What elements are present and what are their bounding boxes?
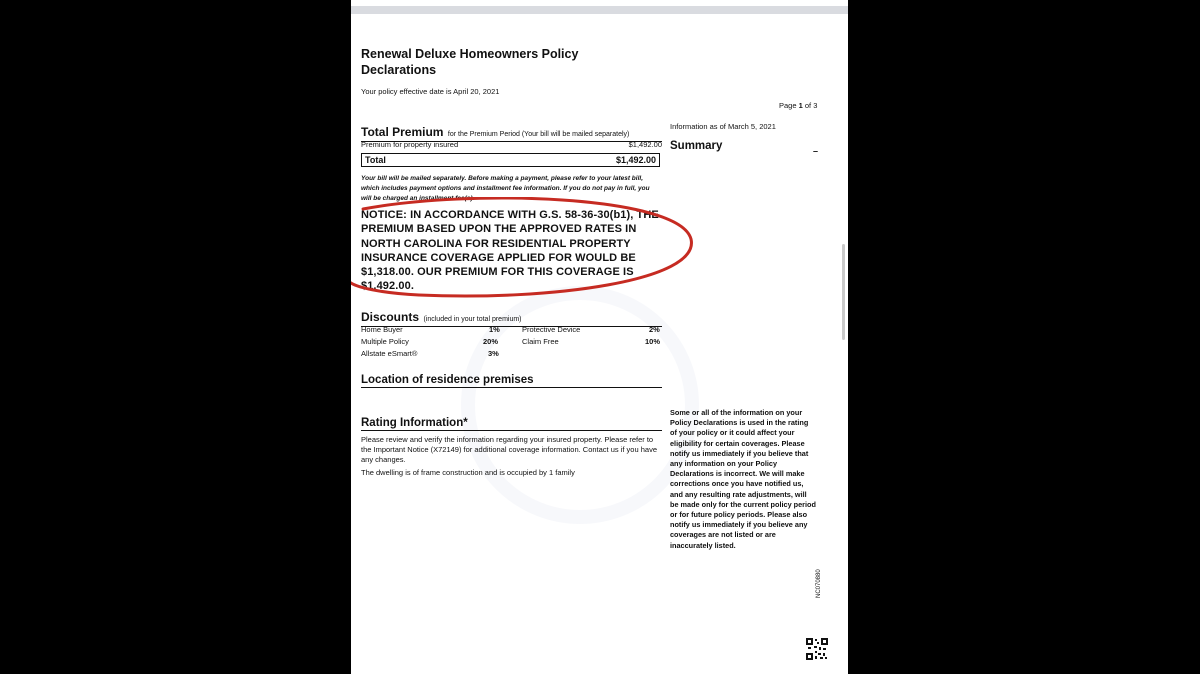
discounts-subtitle: (included in your total premium) [423, 316, 522, 323]
page-title [361, 46, 578, 78]
form-code: NC070880 [816, 569, 822, 598]
total-row [361, 153, 660, 167]
premium-row [361, 140, 662, 150]
discount-value: 10% [645, 337, 661, 346]
dwelling-text: The dwelling is of frame construction and is occupied by 1 family [361, 468, 575, 477]
document-viewer[interactable] [351, 0, 848, 674]
premium-row-value: $1,492.00 [628, 140, 662, 149]
sidebar-notice: Some or all of the information on your Policy Declarations is used in the rating of your policy or it could affect your eligibility for certain coverages. Please notify us immediately if you believe that any information on your Policy Declarations is incorrect. We will make corrections once you have notified us, and any resulting rate adjustments, will be made only for the current policy period or for future policy periods. Please also notify us immediately if you believe any coverages are not listed or are inaccurately listed. [670, 408, 816, 550]
rate-notice: NOTICE: IN ACCORDANCE WITH G.S. 58-36-30(b1), THE PREMIUM BASED UPON THE APPROVED RATES IN NORTH CAROLINA FOR RESIDENTIAL PROPERTY INSURANCE COVERAGE APPLIED FOR WOULD BE $1,318.00. OUR PREMIUM FOR THIS COVERAGE IS $1,492.00. [361, 209, 659, 293]
summary-heading: Summary [670, 140, 723, 152]
discount-label: Multiple Policy [361, 337, 409, 346]
discount-label: Claim Free [522, 337, 559, 346]
bill-note: Your bill will be mailed separately. Before making a payment, please refer to your latest bill, which includes payment options and installment fee information. If you do not pay in full, you will be charged an installment fee(s). [361, 175, 650, 202]
discount-value: 20% [483, 337, 499, 346]
discounts-heading [361, 308, 662, 327]
total-value: $1,492.00 [615, 155, 656, 165]
discount-value: 3% [488, 349, 499, 358]
discount-value: 1% [489, 325, 500, 334]
info-as-of: Information as of March 5, 2021 [670, 122, 776, 131]
total-premium-title: Total Premium [361, 125, 444, 139]
title-line-2: Declarations [361, 63, 437, 77]
discount-label: Home Buyer [361, 325, 403, 334]
rating-heading: Rating Information* [361, 417, 662, 431]
discounts-title: Discounts [361, 310, 420, 324]
page-number [779, 101, 817, 110]
total-label: Total [365, 155, 386, 165]
page-current: 1 [798, 101, 803, 110]
discount-label: Protective Device [522, 325, 581, 334]
location-heading: Location of residence premises [361, 374, 662, 388]
discount-label: Allstate eSmart® [361, 349, 418, 358]
title-line-1: Renewal Deluxe Homeowners Policy [361, 47, 579, 61]
rating-text: Please review and verify the information regarding your insured property. Please refer to the Important Notice (X72149) for additional coverage information. Contact us if you have any changes. [361, 435, 657, 464]
summary-dash: – [813, 146, 819, 156]
qr-code [806, 638, 828, 660]
page-label: Page [779, 101, 797, 110]
total-premium-subtitle: for the Premium Period (Your bill will be mailed separately) [447, 131, 630, 138]
premium-row-label: Premium for property insured [361, 140, 459, 149]
page-of: of 3 [804, 101, 818, 110]
effective-date: Your policy effective date is April 20, 2021 [361, 87, 500, 96]
discount-value: 2% [649, 325, 660, 334]
scrollbar-thumb[interactable] [842, 244, 845, 340]
viewer-top-bar [351, 6, 848, 14]
